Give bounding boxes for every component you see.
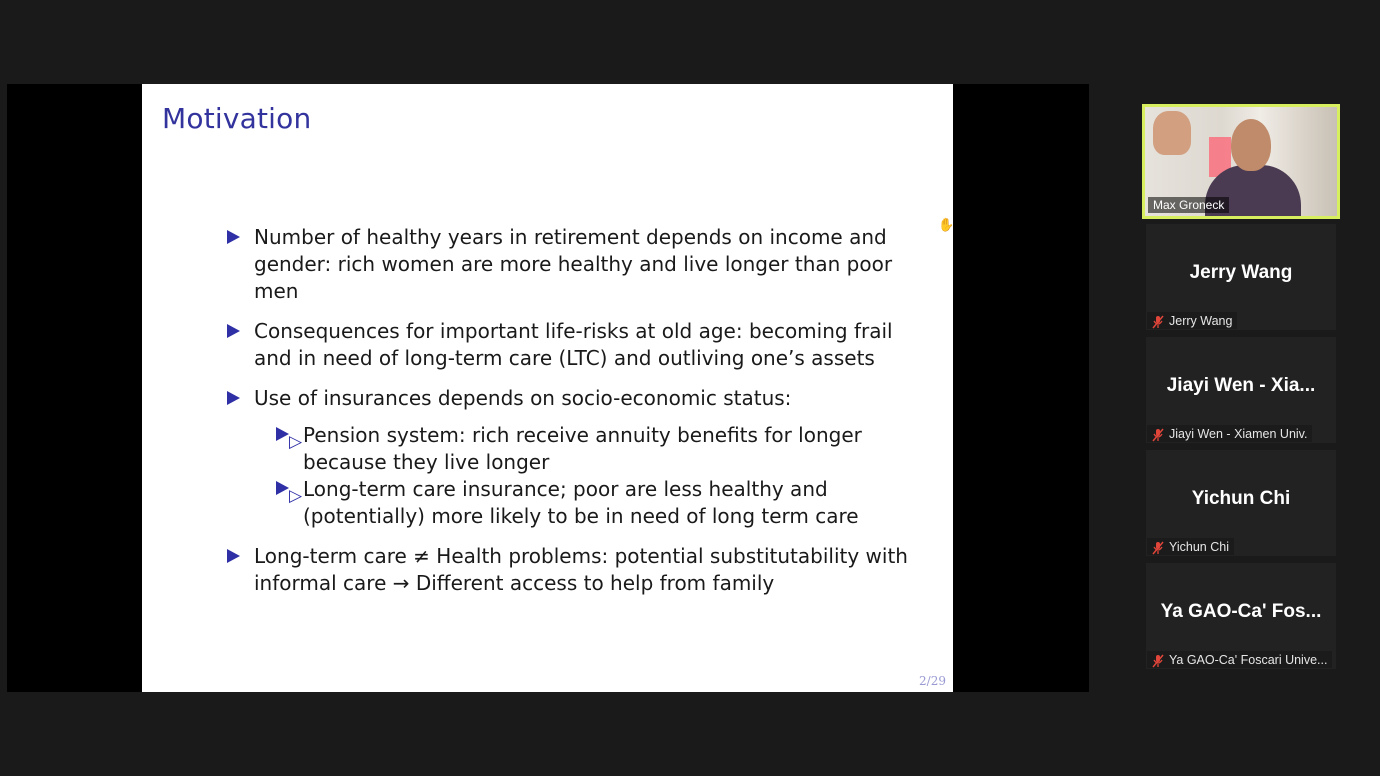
participant-name-label: Max Groneck xyxy=(1148,197,1229,213)
triangle-outline-icon: ▷ xyxy=(276,481,289,495)
slide-title: Motivation xyxy=(162,102,312,135)
participant-tile[interactable] xyxy=(1146,337,1336,443)
participant-display-name: Jerry Wang xyxy=(1189,262,1293,283)
participant-display-name: Jiayi Wen - Xia... xyxy=(1166,375,1316,396)
participant-tile[interactable] xyxy=(1146,450,1336,556)
bullet-text: Use of insurances depends on socio-economic status: xyxy=(254,386,792,410)
bullet-item xyxy=(227,318,917,372)
sub-bullet-text: Pension system: rich receive annuity benefits for longer because they live longer xyxy=(303,423,862,474)
triangle-outline-icon: ▷ xyxy=(276,427,289,441)
bullet-list xyxy=(227,224,917,610)
triangle-right-icon xyxy=(227,230,240,244)
shared-screen xyxy=(7,84,1089,692)
hand-cursor-icon: ✋ xyxy=(938,218,955,233)
participant-label-text: Jiayi Wen - Xiamen Univ. xyxy=(1169,427,1308,441)
mic-muted-icon xyxy=(1152,654,1164,668)
bullet-item xyxy=(227,224,917,305)
sub-bullet-item xyxy=(276,476,917,530)
speaker-hand xyxy=(1153,111,1191,155)
sub-bullet-item xyxy=(276,422,917,476)
mic-muted-icon xyxy=(1152,428,1164,442)
mic-muted-icon xyxy=(1152,541,1164,555)
bullet-item xyxy=(227,385,917,530)
mic-muted-icon xyxy=(1152,315,1164,329)
participant-name-label xyxy=(1147,538,1234,555)
page-number: 2/29 xyxy=(919,674,946,688)
participant-name-label xyxy=(1147,312,1237,329)
bullet-text: Number of healthy years in retirement depends on income and gender: rich women are more healthy and live longer than poor men xyxy=(254,225,893,303)
bullet-text: Long-term care ≠ Health problems: potential substitutability with informal care → Different access to help from family xyxy=(254,544,908,595)
participant-video-tile[interactable] xyxy=(1142,104,1340,219)
participant-name-label xyxy=(1147,651,1332,668)
participant-name-label xyxy=(1147,425,1312,442)
speaker-head xyxy=(1231,119,1271,171)
triangle-right-icon xyxy=(227,391,240,405)
bullet-item xyxy=(227,543,917,597)
participant-label-text: Yichun Chi xyxy=(1169,540,1229,554)
participant-tile[interactable] xyxy=(1146,224,1336,330)
participant-tile[interactable] xyxy=(1146,563,1336,669)
participant-panel xyxy=(1142,104,1340,676)
participant-label-text: Jerry Wang xyxy=(1169,314,1233,328)
presentation-slide xyxy=(142,84,953,692)
participant-label-text: Ya GAO-Ca' Foscari Unive... xyxy=(1169,653,1328,667)
triangle-right-icon xyxy=(227,549,240,563)
triangle-right-icon xyxy=(227,324,240,338)
participant-display-name: Ya GAO-Ca' Fos... xyxy=(1160,601,1322,622)
bullet-text: Consequences for important life-risks at old age: becoming frail and in need of long-term care (LTC) and outliving one’s assets xyxy=(254,319,893,370)
participant-display-name: Yichun Chi xyxy=(1191,488,1291,509)
sub-bullet-list xyxy=(254,422,917,530)
sub-bullet-text: Long-term care insurance; poor are less healthy and (potentially) more likely to be in need of long term care xyxy=(303,477,859,528)
